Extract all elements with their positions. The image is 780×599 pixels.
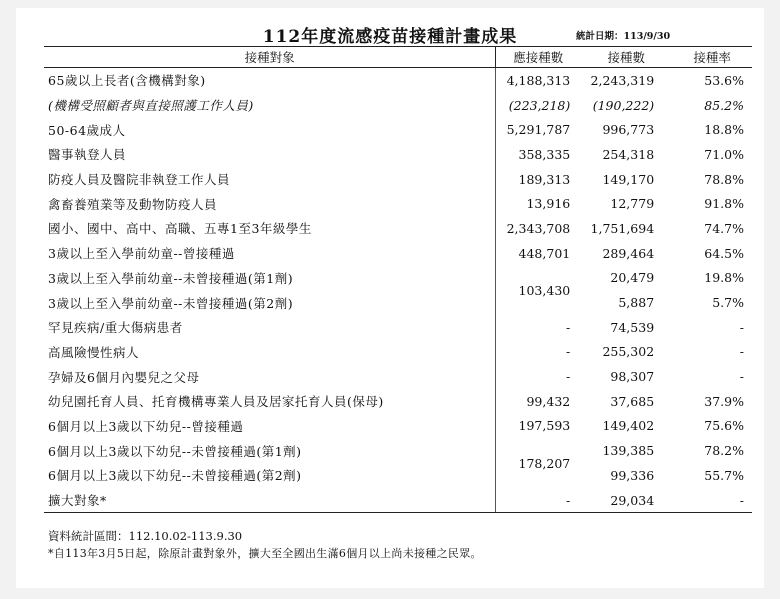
row-vaccinated: 98,307 (610, 369, 655, 385)
row-eligible-merged: 103,430 (518, 282, 571, 298)
row-target: 3歲以上至入學前幼童--未曾接種過(第2劑) (44, 290, 496, 315)
row-rate: 18.8% (704, 122, 744, 138)
row-eligible: 2,343,708 (506, 220, 571, 236)
row-eligible: 448,701 (518, 245, 571, 261)
row-vaccinated: 37,685 (610, 393, 655, 409)
table-row (44, 414, 752, 439)
row-vaccinated: 289,464 (602, 245, 655, 261)
table-row (44, 191, 752, 216)
row-target: 65歲以上長者(含機構對象) (44, 68, 496, 93)
row-rate: 75.6% (704, 418, 744, 434)
row-vaccinated: 5,887 (618, 295, 655, 311)
stat-date: 統計日期：113/9/30 (576, 31, 671, 42)
row-target: 6個月以上3歲以下幼兒--未曾接種過(第1劑) (44, 438, 496, 463)
table-header-row (44, 47, 752, 68)
vaccination-table (44, 46, 752, 513)
row-rate: - (672, 488, 752, 513)
row-eligible: 358,335 (518, 146, 571, 162)
row-target: 擴大對象* (44, 488, 496, 513)
header-vaccinated: 接種數 (580, 47, 672, 68)
row-target: 孕婦及6個月內嬰兒之父母 (44, 364, 496, 389)
row-eligible: 13,916 (526, 196, 571, 212)
row-vaccinated: 2,243,319 (590, 72, 655, 88)
table-row (44, 68, 752, 93)
row-target: 高風險慢性病人 (44, 340, 496, 365)
row-target: 3歲以上至入學前幼童--曾接種過 (44, 241, 496, 266)
row-target: 6個月以上3歲以下幼兒--未曾接種過(第2劑) (44, 463, 496, 488)
table-row (44, 389, 752, 414)
table-row (44, 266, 752, 291)
row-vaccinated: 996,773 (602, 122, 655, 138)
table-row (44, 117, 752, 142)
table-row (44, 142, 752, 167)
row-eligible: - (566, 319, 571, 335)
row-vaccinated: 149,170 (602, 171, 655, 187)
row-vaccinated: 254,318 (602, 146, 655, 162)
row-vaccinated: 29,034 (580, 488, 672, 513)
table-row (44, 340, 752, 365)
header-target: 接種對象 (44, 47, 496, 68)
row-vaccinated: 1,751,694 (590, 220, 655, 236)
notes (48, 528, 482, 562)
row-rate: - (739, 344, 744, 360)
row-target: 3歲以上至入學前幼童--未曾接種過(第1劑) (44, 266, 496, 291)
table-row (44, 290, 752, 315)
row-eligible: 5,291,787 (506, 122, 571, 138)
row-target: 幼兒園托育人員、托育機構專業人員及居家托育人員(保母) (44, 389, 496, 414)
row-eligible: 99,432 (526, 393, 571, 409)
row-eligible: 189,313 (518, 171, 571, 187)
table-row (44, 93, 752, 118)
row-vaccinated: 99,336 (610, 467, 655, 483)
row-target: 國小、國中、高中、高職、五專1至3年級學生 (44, 216, 496, 241)
row-rate: 78.8% (704, 171, 744, 187)
header-rate: 接種率 (672, 47, 752, 68)
row-target: 禽畜養殖業等及動物防疫人員 (44, 191, 496, 216)
data-period-note: 資料統計區間：112.10.02-113.9.30 (48, 529, 243, 543)
expansion-footnote: *自113年3月5日起，除原計畫對象外，擴大至全國出生滿6個月以上尚未接種之民眾。 (48, 547, 482, 560)
row-eligible: 4,188,313 (506, 72, 571, 88)
row-vaccinated: 139,385 (602, 443, 655, 459)
row-vaccinated: 255,302 (602, 344, 655, 360)
table-row (44, 216, 752, 241)
row-rate: 19.8% (704, 270, 744, 286)
row-eligible: 197,593 (518, 418, 571, 434)
row-rate: 64.5% (704, 245, 744, 261)
table-row (44, 315, 752, 340)
row-vaccinated: 12,779 (610, 196, 655, 212)
row-rate: 5.7% (712, 295, 744, 311)
table-row (44, 488, 752, 513)
row-vaccinated: 149,402 (602, 418, 655, 434)
row-eligible: - (496, 488, 580, 513)
row-vaccinated: 74,539 (610, 319, 655, 335)
row-rate: 55.7% (704, 467, 744, 483)
table-row (44, 167, 752, 192)
table-row (44, 463, 752, 488)
row-target: 醫事執登人員 (44, 142, 496, 167)
row-rate: 53.6% (704, 72, 744, 88)
row-rate: 78.2% (704, 443, 744, 459)
row-target: 防疫人員及醫院非執登工作人員 (44, 167, 496, 192)
row-rate: 74.7% (704, 220, 744, 236)
report-sheet (16, 8, 764, 588)
table-row (44, 438, 752, 463)
row-rate: 37.9% (704, 393, 744, 409)
header-eligible: 應接種數 (496, 47, 580, 68)
row-target: 罕見疾病/重大傷病患者 (44, 315, 496, 340)
row-rate: 85.2% (704, 97, 744, 113)
report-title: 112年度流感疫苗接種計畫成果 (262, 27, 518, 47)
row-eligible: - (566, 344, 571, 360)
table-row (44, 364, 752, 389)
table-row (44, 241, 752, 266)
row-vaccinated: (190,222) (592, 97, 655, 113)
row-target: 50-64歲成人 (44, 117, 496, 142)
row-rate: - (739, 369, 744, 385)
row-target: 6個月以上3歲以下幼兒--曾接種過 (44, 414, 496, 439)
row-rate: 71.0% (704, 146, 744, 162)
row-eligible: (223,218) (508, 97, 571, 113)
row-eligible: - (566, 369, 571, 385)
row-vaccinated: 20,479 (610, 270, 655, 286)
row-target: (機構受照顧者與直接照護工作人員) (44, 93, 496, 118)
row-rate: - (739, 319, 744, 335)
row-rate: 91.8% (704, 196, 744, 212)
row-eligible-merged: 178,207 (518, 455, 571, 471)
